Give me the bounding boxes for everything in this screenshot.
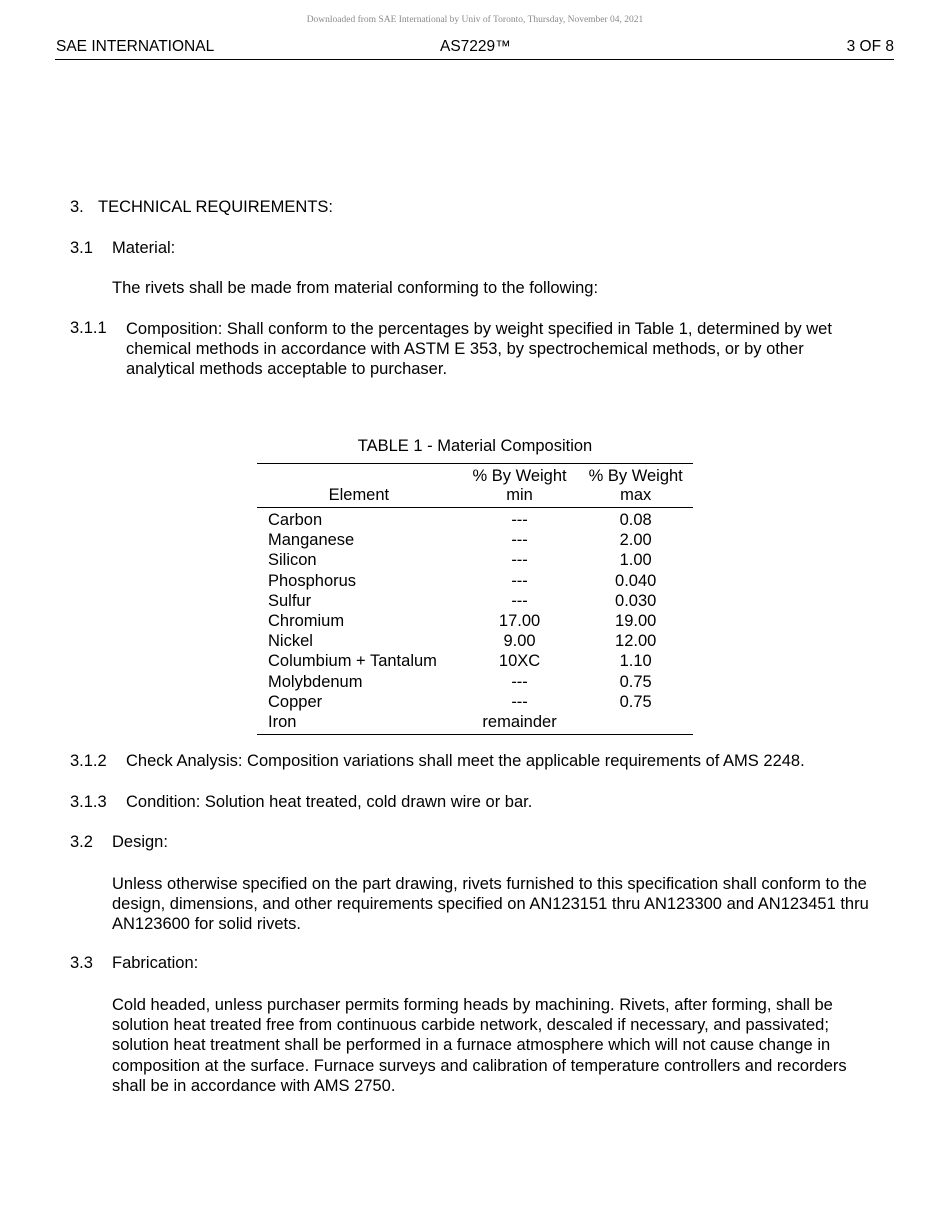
element-cell: Phosphorus	[268, 571, 357, 590]
header-page-number: 3 OF 8	[846, 38, 894, 55]
element-cell: Silicon	[268, 551, 317, 570]
max-header-bottom: max	[578, 486, 693, 508]
section-3-title: TECHNICAL REQUIREMENTS:	[98, 198, 333, 216]
max-cell: 0.030	[615, 591, 657, 610]
section-3-1-3-number: 3.1.3	[70, 793, 107, 811]
element-cell: Chromium	[268, 612, 345, 631]
section-3-3-body: Cold headed, unless purchaser permits forming heads by machining. Rivets, after forming, shall be solution heat treated free from continuous carbide network, descaled if necessary, and passivated; solution heat treatment shall be performed in a furnace atmosphere which will not cause change in composition at the surface. Furnace surveys and calibration of temperature controllers and recorders shall be in accordance with AMS 2750.	[112, 996, 847, 1095]
max-cell	[578, 712, 693, 735]
material-composition-table	[257, 463, 693, 735]
section-3-1-2-number: 3.1.2	[70, 752, 107, 770]
table-body	[257, 508, 693, 735]
max-cell: 1.10	[619, 652, 652, 671]
section-3-1-title: Material:	[112, 239, 176, 257]
max-cell: 0.75	[619, 672, 652, 691]
section-3-3-title: Fabrication:	[112, 954, 199, 972]
section-3-1-body: The rivets shall be made from material conforming to the following:	[112, 279, 599, 297]
min-cell: ---	[511, 672, 528, 691]
min-cell: ---	[511, 511, 528, 529]
min-cell: ---	[511, 591, 528, 610]
header-org: SAE INTERNATIONAL	[56, 38, 215, 55]
min-cell: ---	[511, 551, 528, 570]
min-cell: 9.00	[503, 632, 536, 651]
max-header-top: % By Weight	[578, 464, 693, 487]
section-3-2-body: Unless otherwise specified on the part drawing, rivets furnished to this specification shall conform to the design, dimensions, and other requirements specified on AN123151 thru AN123300 and AN123451 thru AN123600 for solid rivets.	[112, 875, 869, 934]
min-cell: ---	[511, 571, 528, 590]
table-row	[257, 508, 693, 531]
table-row	[257, 672, 693, 692]
table-row	[257, 651, 693, 671]
element-cell: Sulfur	[268, 591, 312, 610]
table-row	[257, 530, 693, 550]
section-3-number: 3.	[70, 198, 84, 216]
element-cell: Carbon	[268, 511, 323, 529]
min-header-top: % By Weight	[461, 464, 579, 487]
max-cell: 0.75	[619, 692, 652, 711]
table-row	[257, 712, 693, 735]
section-3-2-title: Design:	[112, 833, 168, 851]
section-3-1-1-text: Composition: Shall conform to the percentages by weight specified in Table 1, determined by wet chemical methods in accordance with ASTM E 353, by spectrochemical methods, or by other analytical methods acceptable to purchaser.	[126, 320, 832, 379]
section-3-3-number: 3.3	[70, 954, 93, 972]
element-cell: Copper	[268, 692, 323, 711]
element-header-spacer	[257, 464, 461, 487]
element-cell: Columbium + Tantalum	[268, 652, 437, 671]
min-cell: remainder	[461, 712, 579, 735]
table-1-title: TABLE 1 - Material Composition	[357, 437, 593, 455]
table-row	[257, 550, 693, 570]
table-row	[257, 591, 693, 611]
header-doc-number: AS7229™	[440, 38, 511, 55]
min-cell: 10XC	[498, 652, 541, 671]
min-cell: ---	[511, 692, 528, 711]
header-divider	[55, 59, 894, 60]
element-cell: Manganese	[268, 531, 355, 550]
section-3-1-3-text: Condition: Solution heat treated, cold drawn wire or bar.	[126, 793, 533, 811]
table-row	[257, 631, 693, 651]
table-row	[257, 611, 693, 631]
max-cell: 12.00	[615, 632, 657, 651]
element-cell: Nickel	[268, 632, 313, 651]
section-3-1-number: 3.1	[70, 239, 93, 257]
element-cell: Iron	[257, 712, 461, 735]
table-row	[257, 692, 693, 712]
max-cell: 19.00	[615, 612, 657, 631]
min-header-bottom: min	[461, 486, 579, 508]
max-cell: 1.00	[619, 551, 652, 570]
max-cell: 0.040	[615, 571, 657, 590]
table-row	[257, 571, 693, 591]
max-cell: 2.00	[619, 531, 652, 550]
element-header: Element	[257, 486, 461, 508]
download-watermark: Downloaded from SAE International by Univ of Toronto, Thursday, November 04, 2021	[306, 15, 644, 25]
section-3-1-2-text: Check Analysis: Composition variations shall meet the applicable requirements of AMS 2248.	[126, 752, 805, 770]
section-3-1-1-number: 3.1.1	[70, 319, 107, 337]
section-3-2-number: 3.2	[70, 833, 93, 851]
min-cell: 17.00	[498, 612, 541, 631]
element-cell: Molybdenum	[268, 672, 363, 691]
max-cell: 0.08	[619, 511, 652, 529]
min-cell: ---	[511, 531, 528, 550]
